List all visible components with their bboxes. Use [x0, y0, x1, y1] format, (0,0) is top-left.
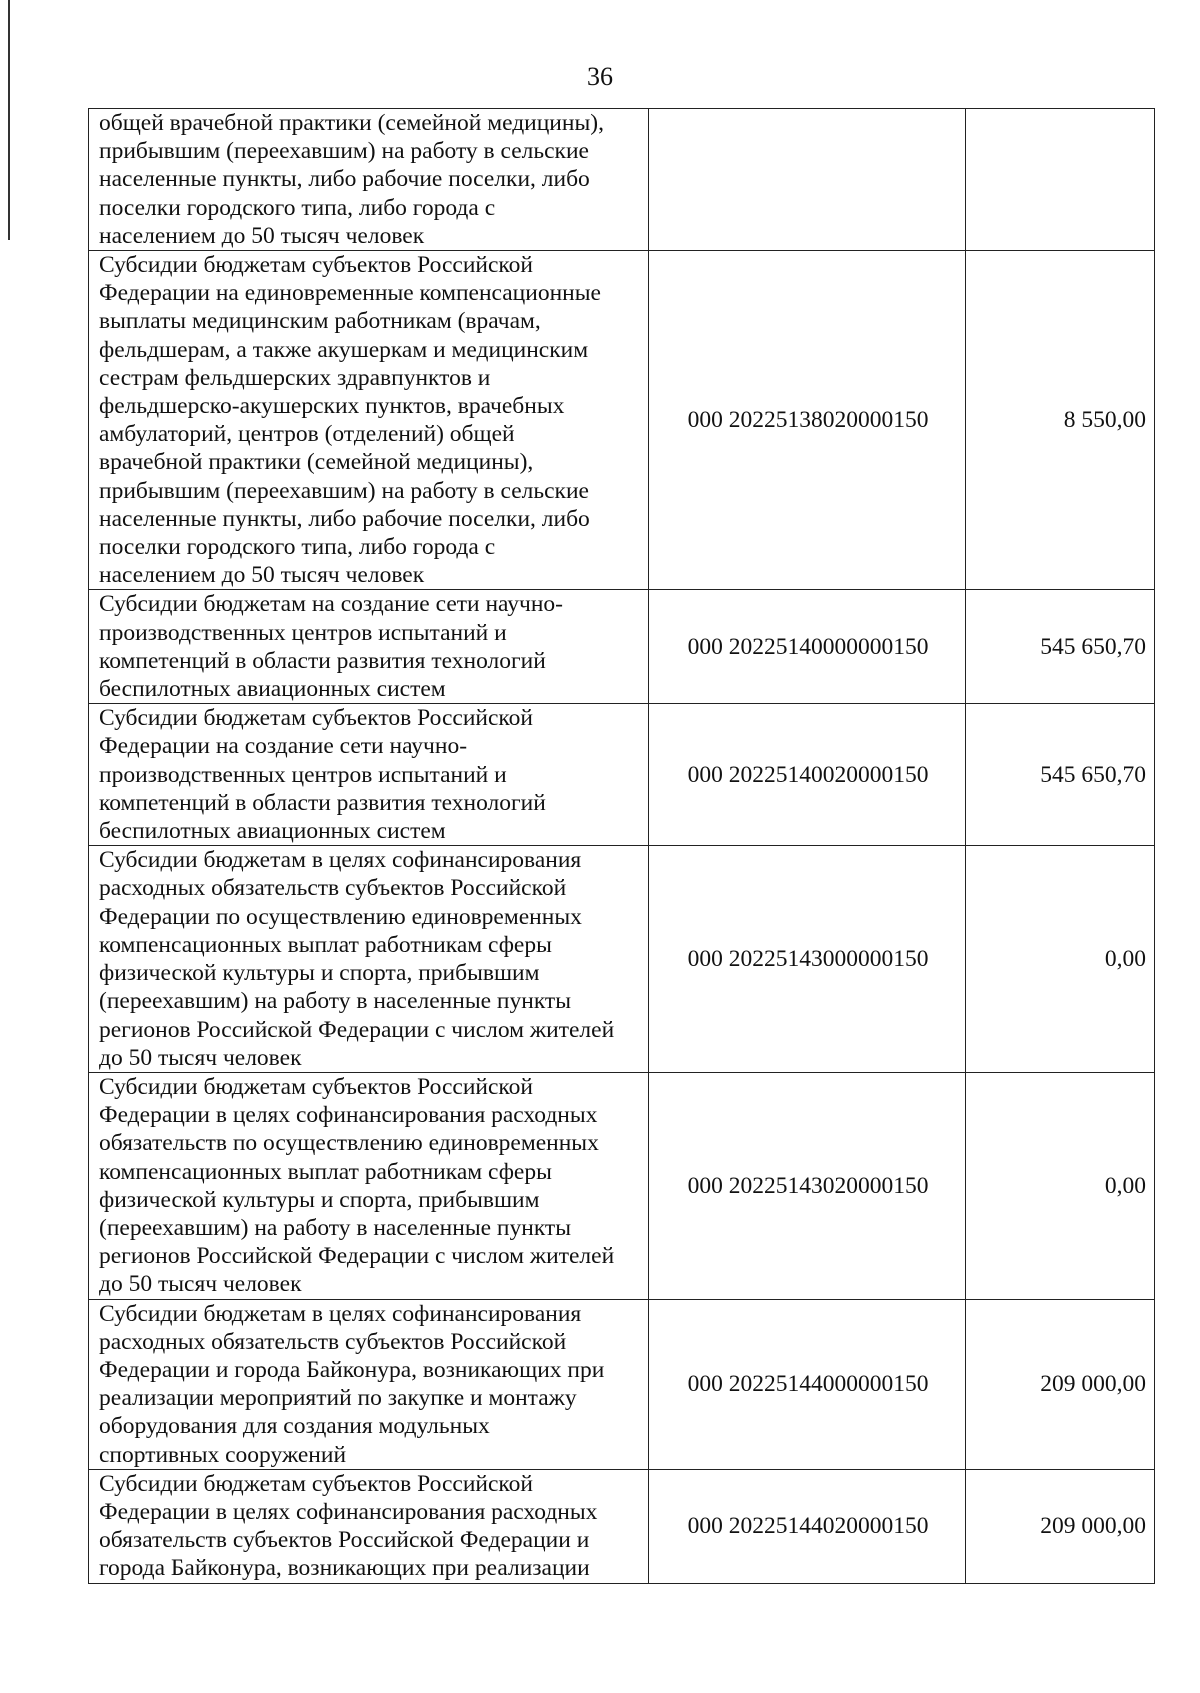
table-row — [89, 704, 1155, 846]
row-code: 000 20225144020000150 — [649, 1469, 966, 1583]
row-code: 000 20225140020000150 — [649, 704, 966, 846]
row-code: 000 20225140000000150 — [649, 590, 966, 704]
page-number: 36 — [587, 62, 613, 91]
row-code: 000 20225143020000150 — [649, 1072, 966, 1299]
binding-mark — [8, 0, 10, 240]
row-code: 000 20225143000000150 — [649, 846, 966, 1073]
table-row — [89, 846, 1155, 1073]
budget-table — [88, 108, 1155, 1584]
row-description: Субсидии бюджетам субъектов Российской Федерации в целях софинансирования расходных обязательств по осуществлению единовременных компенсационных выплат работникам сферы физической культуры и спорта, прибывшим (переехавшим) на работу в населенные пункты регионов Российской Федерации с числом жителей до 50 тысяч человек — [89, 1072, 649, 1299]
row-code — [649, 109, 966, 251]
row-amount: 209 000,00 — [966, 1299, 1155, 1469]
row-description: Субсидии бюджетам в целях софинансирования расходных обязательств субъектов Российской Федерации по осуществлению единовременных компенсационных выплат работникам сферы физической культуры и спорта, прибывшим (переехавшим) на работу в населенные пункты регионов Российской Федерации с числом жителей до 50 тысяч человек — [89, 846, 649, 1073]
table-row — [89, 109, 1155, 251]
row-code: 000 20225144000000150 — [649, 1299, 966, 1469]
row-amount: 0,00 — [966, 846, 1155, 1073]
row-description: Субсидии бюджетам на создание сети научно- производственных центров испытаний и компетенций в области развития технологий беспилотных авиационных систем — [89, 590, 649, 704]
row-amount: 545 650,70 — [966, 590, 1155, 704]
row-amount: 545 650,70 — [966, 704, 1155, 846]
table-row — [89, 590, 1155, 704]
row-amount: 209 000,00 — [966, 1469, 1155, 1583]
table-row — [89, 251, 1155, 590]
row-description: общей врачебной практики (семейной медицины), прибывшим (переехавшим) на работу в сельские населенные пункты, либо рабочие поселки, либо поселки городского типа, либо города с населением до 50 тысяч человек — [89, 109, 649, 251]
table-row — [89, 1072, 1155, 1299]
table-row — [89, 1469, 1155, 1583]
row-amount — [966, 109, 1155, 251]
row-description: Субсидии бюджетам в целях софинансирования расходных обязательств субъектов Российской Федерации и города Байконура, возникающих при реализации мероприятий по закупке и монтажу оборудования для создания модульных спортивных сооружений — [89, 1299, 649, 1469]
table-row — [89, 1299, 1155, 1469]
row-amount: 0,00 — [966, 1072, 1155, 1299]
row-code: 000 20225138020000150 — [649, 251, 966, 590]
row-amount: 8 550,00 — [966, 251, 1155, 590]
row-description: Субсидии бюджетам субъектов Российской Федерации на единовременные компенсационные выплаты медицинским работникам (врачам, фельдшерам, а также акушеркам и медицинским сестрам фельдшерских здравпунктов и фельдшерско-акушерских пунктов, врачебных амбулаторий, центров (отделений) общей врачебной практики (семейной медицины), прибывшим (переехавшим) на работу в сельские населенные пункты, либо рабочие поселки, либо поселки городского типа, либо города с населением до 50 тысяч человек — [89, 251, 649, 590]
row-description: Субсидии бюджетам субъектов Российской Федерации на создание сети научно- производственных центров испытаний и компетенций в области развития технологий беспилотных авиационных систем — [89, 704, 649, 846]
row-description: Субсидии бюджетам субъектов Российской Федерации в целях софинансирования расходных обязательств субъектов Российской Федерации и города Байконура, возникающих при реализации — [89, 1469, 649, 1583]
